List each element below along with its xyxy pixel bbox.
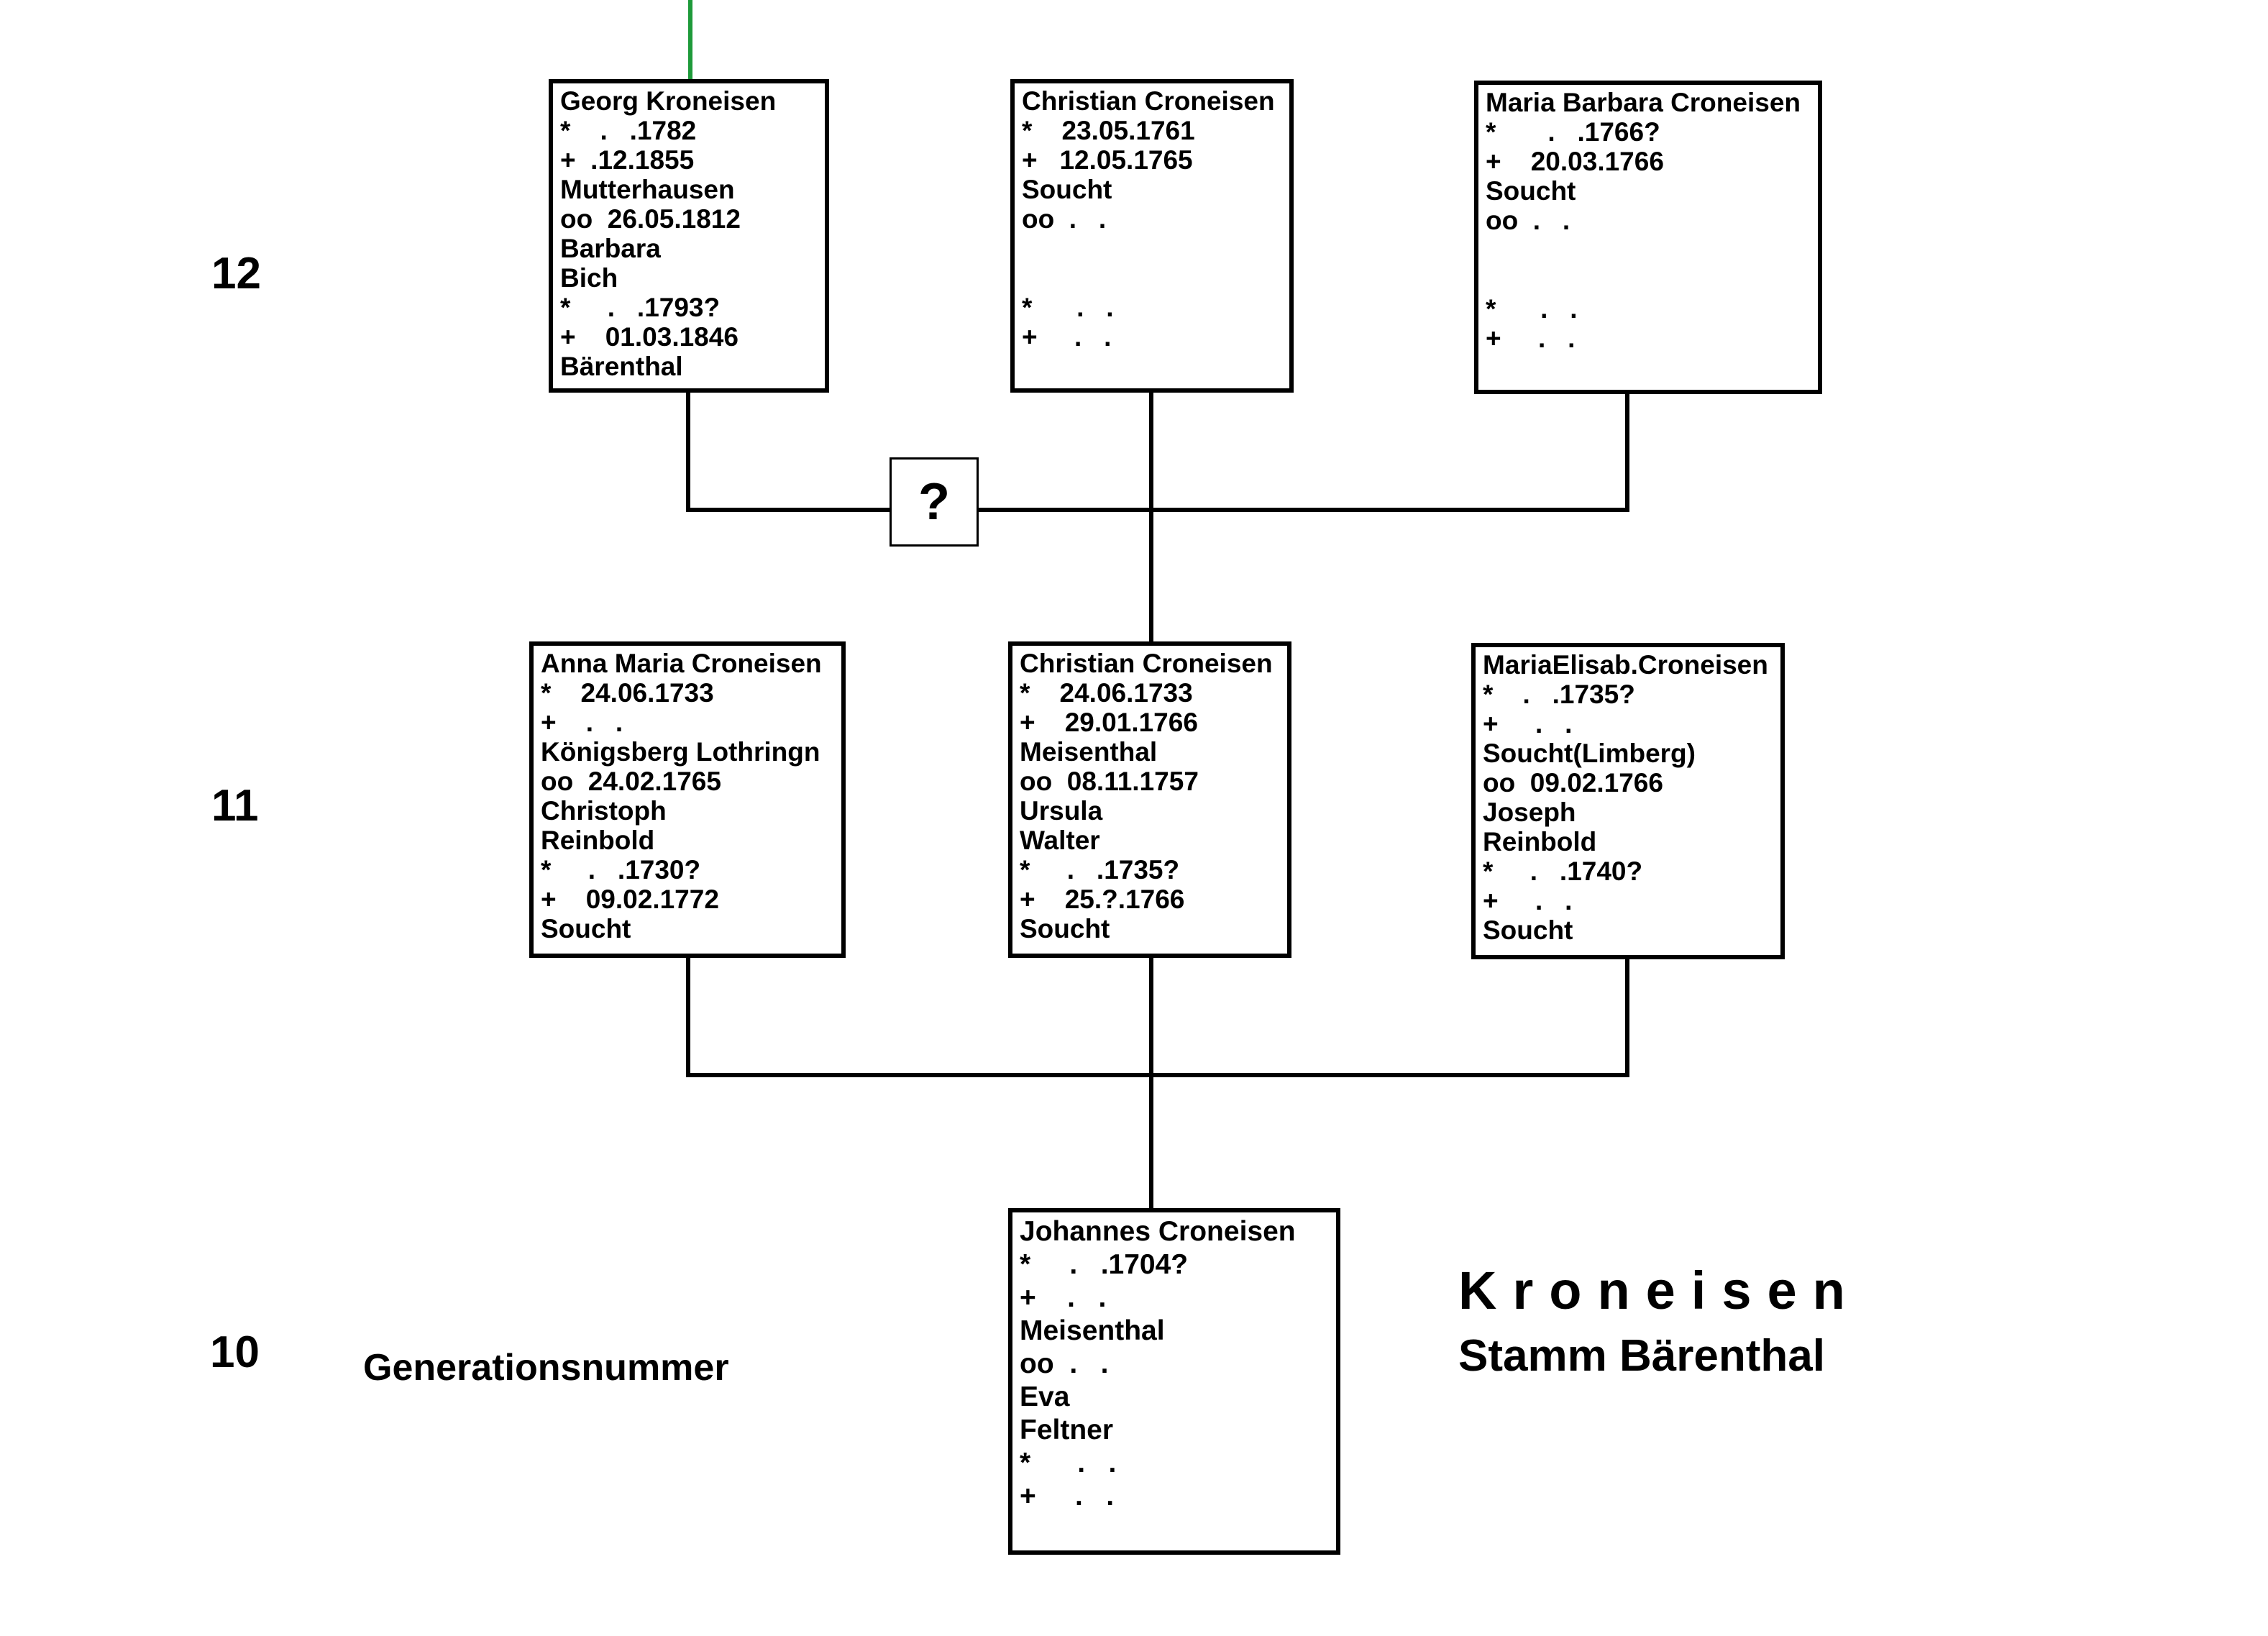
person-detail: + . .	[1483, 709, 1573, 739]
person-detail: Feltner	[1020, 1415, 1114, 1445]
person-card-christian-croneisen-1761	[1010, 79, 1294, 393]
person-card-maria-elisab-croneisen	[1471, 643, 1785, 959]
person-detail: oo . .	[1486, 206, 1570, 235]
connector-line	[1625, 388, 1629, 512]
person-name: Maria Barbara Croneisen	[1486, 88, 1801, 117]
person-detail	[1022, 234, 1282, 263]
person-card-maria-barbara-croneisen	[1474, 81, 1822, 394]
connector-line	[686, 388, 690, 512]
person-detail: * 24.06.1733	[1020, 678, 1193, 708]
person-detail: oo . .	[1022, 204, 1107, 234]
person-detail: + . .	[1022, 322, 1112, 352]
connector-line	[686, 954, 690, 1077]
generation-number-11: 11	[211, 781, 259, 831]
person-card-anna-maria-croneisen	[529, 641, 846, 958]
person-detail: Bärenthal	[560, 352, 683, 381]
person-detail: oo 09.02.1766	[1483, 768, 1663, 798]
person-detail: + 25.?.1766	[1020, 885, 1185, 914]
person-detail: * . .	[1022, 293, 1114, 322]
person-detail	[1486, 265, 1811, 294]
person-detail: + . .	[1020, 1282, 1107, 1313]
person-detail: + .12.1855	[560, 145, 695, 175]
person-name: Christian Croneisen	[1020, 649, 1273, 678]
person-detail: + . .	[541, 708, 623, 737]
person-name: Christian Croneisen	[1022, 86, 1275, 116]
person-detail: * 23.05.1761	[1022, 116, 1195, 145]
person-card-christian-croneisen-1733	[1008, 641, 1291, 958]
person-detail: Meisenthal	[1020, 1315, 1165, 1346]
person-detail: oo 08.11.1757	[1020, 767, 1199, 796]
person-detail: Königsberg Lothringn	[541, 737, 820, 767]
person-name: Johannes Croneisen	[1020, 1216, 1296, 1247]
person-detail: * . .1782	[560, 116, 697, 145]
person-detail: * . .1735?	[1020, 855, 1180, 885]
person-detail: * . .1735?	[1483, 680, 1635, 709]
connector-line	[1614, 508, 1629, 512]
generation-legend: Generationsnummer	[363, 1347, 729, 1389]
person-detail: + 20.03.1766	[1486, 147, 1664, 176]
person-detail: Bich	[560, 263, 618, 293]
person-detail: * . .1704?	[1020, 1249, 1189, 1280]
person-detail: Ursula	[1020, 796, 1103, 826]
person-detail: + 12.05.1765	[1022, 145, 1193, 175]
person-detail	[1022, 263, 1282, 293]
person-detail: Eva	[1020, 1381, 1070, 1412]
person-detail: Soucht(Limberg)	[1483, 739, 1696, 768]
person-card-johannes-croneisen	[1008, 1208, 1340, 1555]
person-detail: Barbara	[560, 234, 661, 263]
connector-line	[1625, 954, 1629, 1077]
person-name: MariaElisab.Croneisen	[1483, 650, 1768, 680]
person-detail: oo 26.05.1812	[560, 204, 741, 234]
person-name: Anna Maria Croneisen	[541, 649, 822, 678]
generation-number-12: 12	[211, 249, 261, 298]
person-detail: oo . .	[1020, 1348, 1109, 1379]
person-detail: * . .	[1020, 1448, 1117, 1479]
branch-subtitle: Stamm Bärenthal	[1458, 1331, 1825, 1381]
connector-line	[1149, 954, 1153, 1214]
person-detail: Joseph	[1483, 798, 1576, 827]
person-detail: * . .1740?	[1483, 856, 1643, 886]
person-detail: + 29.01.1766	[1020, 708, 1198, 737]
person-detail: Walter	[1020, 826, 1100, 855]
person-name: Georg Kroneisen	[560, 86, 777, 116]
person-detail: * . .1766?	[1486, 117, 1660, 147]
person-detail: + 01.03.1846	[560, 322, 739, 352]
person-detail: * . .1730?	[541, 855, 701, 885]
person-detail: Meisenthal	[1020, 737, 1158, 767]
person-detail: Soucht	[1486, 176, 1576, 206]
person-detail: Reinbold	[541, 826, 655, 855]
connector-line	[1149, 388, 1153, 649]
family-title: Kroneisen	[1458, 1261, 1861, 1320]
person-detail: * 24.06.1733	[541, 678, 714, 708]
person-detail: Soucht	[1020, 914, 1110, 943]
person-detail: + . .	[1483, 886, 1573, 915]
person-detail: Soucht	[1483, 915, 1573, 945]
green-link-line	[688, 0, 692, 81]
person-detail	[1486, 235, 1811, 265]
connector-line	[686, 1073, 1629, 1077]
unknown-link-box: ?	[890, 457, 979, 547]
person-detail: Mutterhausen	[560, 175, 735, 204]
person-detail: Soucht	[541, 914, 631, 943]
person-detail: + . .	[1020, 1481, 1115, 1512]
person-detail: + 09.02.1772	[541, 885, 719, 914]
person-detail: oo 24.02.1765	[541, 767, 721, 796]
person-detail: Reinbold	[1483, 827, 1597, 856]
generation-number-10: 10	[210, 1327, 260, 1377]
person-detail: * . .	[1486, 294, 1578, 324]
person-detail: + . .	[1486, 324, 1576, 353]
person-card-georg-kroneisen	[549, 79, 829, 393]
person-detail: Christoph	[541, 796, 667, 826]
person-detail: Soucht	[1022, 175, 1112, 204]
person-detail: * . .1793?	[560, 293, 721, 322]
